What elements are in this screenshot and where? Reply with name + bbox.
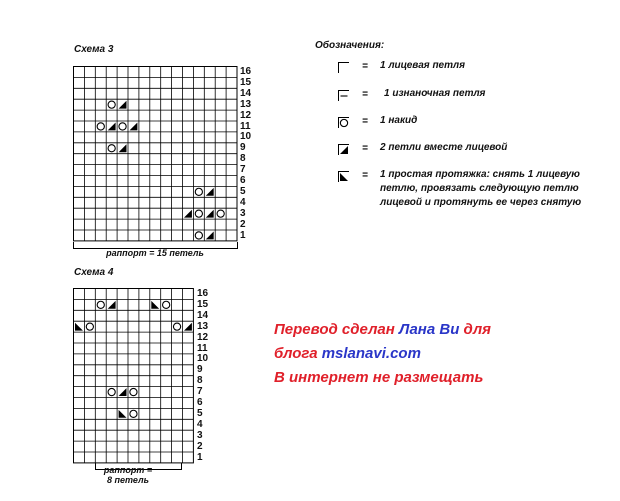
- legend-ssk-text: 1 простая протяжка: снять 1 лицевую петлю, провязать следующую петлю лицевой и протянуть ее через снятую: [380, 169, 582, 208]
- schema4-row-number: 6: [197, 397, 203, 408]
- legend-k2tog-icon: [338, 144, 349, 155]
- legend-purl-text: 1 изнаночная петля: [384, 88, 486, 99]
- schema3-row-number: 9: [240, 142, 246, 154]
- note-line1-post: для: [459, 321, 491, 338]
- schema4-row-number: 8: [197, 375, 203, 387]
- note-line1-pre: Перевод сделан: [274, 321, 399, 338]
- schema3-row-number: 2: [240, 218, 246, 230]
- legend-equals: =: [362, 170, 368, 181]
- legend-equals: =: [362, 89, 368, 100]
- legend-k2tog-text: 2 петли вместе лицевой: [380, 142, 508, 153]
- schema3-row-number: 6: [240, 175, 246, 186]
- note-author-name: Лана Ви: [398, 321, 460, 338]
- schema4-row-number: 10: [197, 353, 209, 365]
- schema4-row-number: 7: [197, 386, 203, 398]
- schema4-row-number: 15: [197, 298, 209, 310]
- schema3-row-number: 8: [240, 153, 246, 165]
- schema4-title: Схема 4: [74, 267, 114, 278]
- schema3-row-number: 1: [240, 229, 246, 241]
- schema3-row-number: 14: [240, 87, 252, 99]
- schema4-row-number: 11: [197, 342, 208, 354]
- schema4-repeat-label-line2: 8 петель: [107, 475, 149, 485]
- schema4-grid: [73, 288, 194, 464]
- legend-yo-icon: [338, 117, 349, 128]
- schema4-row-number: 9: [197, 364, 203, 376]
- schema4-repeat-label: [95, 465, 161, 485]
- schema4-row-number: 14: [197, 309, 209, 321]
- schema3-title: Схема 3: [74, 44, 114, 55]
- schema4-row-number: 1: [197, 451, 203, 463]
- schema3-row-number: 7: [240, 164, 246, 176]
- schema3-row-number: 16: [240, 66, 252, 77]
- schema3-grid: [73, 66, 238, 242]
- legend-purl-icon: [338, 90, 349, 101]
- legend-equals: =: [362, 61, 368, 72]
- translation-note-line2: [274, 342, 421, 366]
- schema4-row-number: 4: [197, 418, 203, 430]
- schema4-row-number: 5: [197, 407, 203, 419]
- translation-note-line3: В интернет не размещать: [274, 369, 484, 386]
- schema3-row-number: 4: [240, 196, 246, 208]
- legend-yo-text: 1 накид: [380, 115, 418, 126]
- note-line2-pre: блога: [274, 345, 322, 362]
- schema3-repeat-label: раппорт = 15 петель: [106, 248, 204, 258]
- schema3-row-number: 15: [240, 76, 252, 88]
- schema4-row-number: 3: [197, 429, 203, 441]
- schema3-row-number: 3: [240, 207, 246, 219]
- legend-knit-icon: [338, 62, 349, 73]
- schema3-row-number: 5: [240, 185, 246, 197]
- schema3-row-number: 13: [240, 98, 252, 110]
- schema4-row-number: 16: [197, 288, 209, 299]
- note-site-link[interactable]: mslanavi.com: [321, 345, 421, 362]
- schema4-row-number: 12: [197, 331, 209, 343]
- schema3-row-number: 11: [240, 120, 251, 132]
- translation-note-line1: [274, 318, 491, 342]
- schema4-repeat-label-line1: раппорт =: [103, 465, 153, 475]
- schema3-row-number: 10: [240, 131, 252, 143]
- legend-title: Обозначения:: [315, 40, 385, 51]
- schema3-row-number: 12: [240, 109, 252, 121]
- legend-ssk-icon: [338, 171, 349, 182]
- schema4-row-number: 2: [197, 440, 203, 452]
- legend-equals: =: [362, 143, 368, 154]
- schema4-row-number: 13: [197, 320, 209, 332]
- legend-equals: =: [362, 116, 368, 127]
- legend-knit-text: 1 лицевая петля: [380, 60, 465, 71]
